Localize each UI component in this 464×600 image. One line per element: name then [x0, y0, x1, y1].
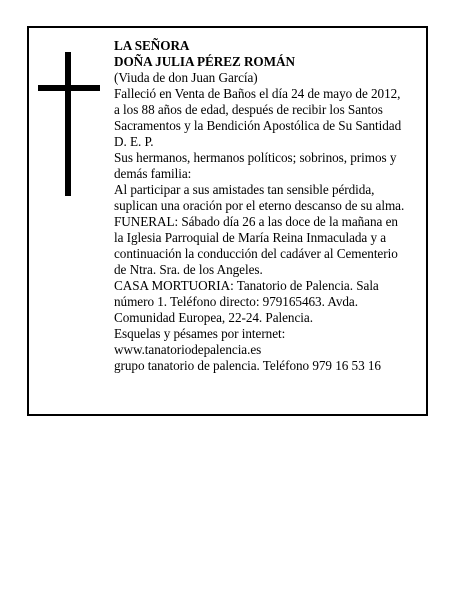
notice-line: Falleció en Venta de Baños el día 24 de mayo de 2012,	[114, 86, 401, 101]
notice-line: www.tanatoriodepalencia.es	[114, 342, 262, 357]
notice-line: FUNERAL: Sábado día 26 a las doce de la mañana en	[114, 214, 398, 229]
notice-line: grupo tanatorio de palencia. Teléfono 979 16 53 16	[114, 358, 381, 373]
notice-line: continuación la conducción del cadáver al Cementerio	[114, 246, 398, 261]
notice-line: la Iglesia Parroquial de María Reina Inmaculada y a	[114, 230, 387, 245]
notice-line: Comunidad Europea, 22-24. Palencia.	[114, 310, 313, 325]
obituary-text	[114, 38, 424, 374]
notice-line: número 1. Teléfono directo: 979165463. Avda.	[114, 294, 358, 309]
widow-of-line: (Viuda de don Juan García)	[114, 70, 258, 85]
notice-line: de Ntra. Sra. de los Angeles.	[114, 262, 263, 277]
cross-horizontal-bar	[38, 85, 100, 91]
cross-vertical-bar	[65, 52, 71, 196]
notice-line: Al participar a sus amistades tan sensible pérdida,	[114, 182, 375, 197]
notice-line: D. E. P.	[114, 134, 154, 149]
notice-line: demás familia:	[114, 166, 192, 181]
deceased-name: DOÑA JULIA PÉREZ ROMÁN	[114, 54, 295, 69]
notice-line: Sacramentos y la Bendición Apostólica de Su Santidad	[114, 118, 402, 133]
notice-line: Esquelas y pésames por internet:	[114, 326, 286, 341]
notice-heading: LA SEÑORA	[114, 38, 190, 53]
cross-icon	[38, 52, 100, 196]
notice-line: Sus hermanos, hermanos políticos; sobrinos, primos y	[114, 150, 397, 165]
notice-line: a los 88 años de edad, después de recibir los Santos	[114, 102, 383, 117]
notice-line: suplican una oración por el eterno descanso de su alma.	[114, 198, 405, 213]
notice-line: CASA MORTUORIA: Tanatorio de Palencia. Sala	[114, 278, 379, 293]
